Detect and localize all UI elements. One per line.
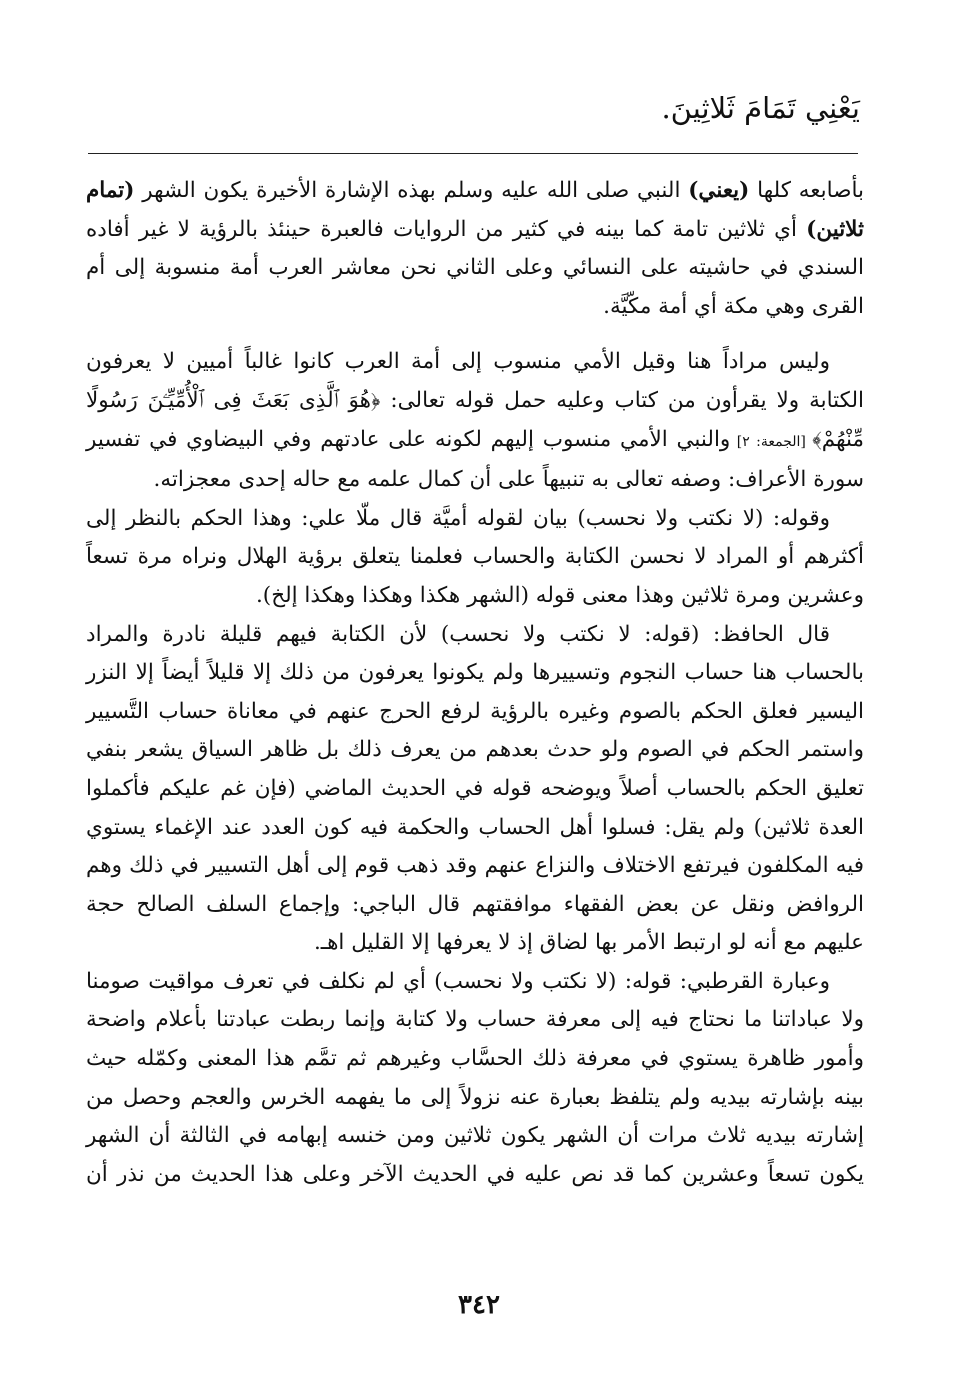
commentary-body: [86, 172, 864, 1194]
p2-text-b: والنبي الأمي منسوب إليهم لكونه على عادتهم وفي البيضاوي في تفسير سورة الأعراف: وصفه تعالى به تنبيهاً على أن كمال علمه مع حاله إحدى معجزاته.: [86, 426, 864, 493]
p1-text-a: بأصابعه كلها: [749, 178, 864, 203]
commentary-paragraph-5: وعبارة القرطبي: قوله: (لا نكتب ولا نحسب) أي لم نكلف في تعرف مواقيت صومنا ولا عباداتنا ما نحتاج فيه إلى معرفة حساب ولا كتابة وإنما ربطت عبادتنا بأعلام واضحة وأمور ظاهرة يستوي في معرفة ذلك الحسَّاب وغيرهم ثم تمَّم هذا المعنى وكمّله حيث بينه بإشارته بيديه ولم يتلفظ بعبارة عنه نزولاً إلى ما يفهمه الخرس والعجم وحصل من إشارته بيديه ثلاث مرات أن الشهر يكون ثلاثين ومن خنسه إبهامه في الثالثة أن الشهر يكون تسعاً وعشرين كما قد نص عليه في الحديث الآخر وعلى هذا الحديث من نذر أن: [86, 968, 864, 1187]
separator-line: [88, 153, 858, 154]
commentary-paragraph-2: [86, 343, 864, 499]
p1-keyword-tamam: (تمام ثلاثين): [86, 178, 864, 242]
commentary-paragraph-4: قال الحافظ: (قوله: لا نكتب ولا نحسب) لأن الكتابة فيهم قليلة نادرة والمراد بالحساب هنا حساب النجوم وتسييرها ولم يكونوا يعرفون من ذلك إلا قليلاً أيضاً إلا النزر اليسير فعلق الحكم بالصوم وغيره بالرؤية لرفع الحرج عنهم في معاناة حساب التَّسيير واستمر الحكم في الصوم ولو حدث بعدهم من يعرف ذلك بل ظاهر السياق يشعر بنفي تعليق الحكم بالحساب أصلاً ويوضحه قوله في الحديث الماضي (فإن غم عليكم فأكملوا العدة ثلاثين) ولم يقل: فسلوا أهل الحساب والحكمة فيه كون العدد عند الإغماء يستوي فيه المكلفون فيرتفع الاختلاف والنزاع عنهم وقد ذهب قوم إلى أهل التسيير في ذلك وهم الروافض ونقل عن بعض الفقهاء موافقتهم قال الباجي: وإجماع السلف الصالح حجة عليهم مع أنه لو ارتبط الأمر بها لضاق إذ لا يعرفها إلا القليل اهـ.: [86, 621, 864, 956]
quran-verse: ﴿هُوَ ٱلَّذِى بَعَثَ فِى ٱلْأُمِّيِّـۧنَ رَسُولًا مِّنْهُمْ﴾: [86, 387, 865, 452]
hadith-text: يَعْنِي تَمَامَ ثَلاثِينَ.: [661, 91, 860, 125]
p1-text-e: أي ثلاثين تامة كما بينه في كثير من الروايات فالعبرة حينئذ بالرؤية لا غير أفاده السندي في حاشيته على النسائي وعلى الثاني نحن معاشر العرب أمة منسوبة إلى أم القرى وهي مكة أي أمة مكّيَّة.: [86, 216, 864, 319]
commentary-paragraph-3: وقوله: (لا نكتب ولا نحسب) بيان لقوله أميَّة قال ملّا علي: وهذا الحكم بالنظر إلى أكثرهم أو المراد لا نحسن الكتابة والحساب فعلمنا يتعلق برؤية الهلال ونراه مرة تسعاً وعشرين ومرة ثلاثين وهذا معنى قوله (الشهر هكذا وهكذا وهكذا إلخ).: [86, 505, 864, 608]
page-number: ٣٤٢: [458, 1290, 500, 1320]
commentary-paragraph-1: [86, 172, 864, 326]
p2-text-a: وليس مراداً هنا وقيل الأمي منسوب إلى أمة العرب كانوا غالباً أميين لا يعرفون الكتابة ولا يقرأون من كتاب وعليه حمل قوله تعالى:: [86, 349, 865, 413]
quran-reference: [الجمعة: ٢]: [730, 433, 813, 450]
p1-text-c: النبي صلى الله عليه وسلم بهذه الإشارة الأخيرة يكون الشهر: [134, 178, 689, 203]
p1-keyword-yani: (يعني): [688, 178, 750, 203]
